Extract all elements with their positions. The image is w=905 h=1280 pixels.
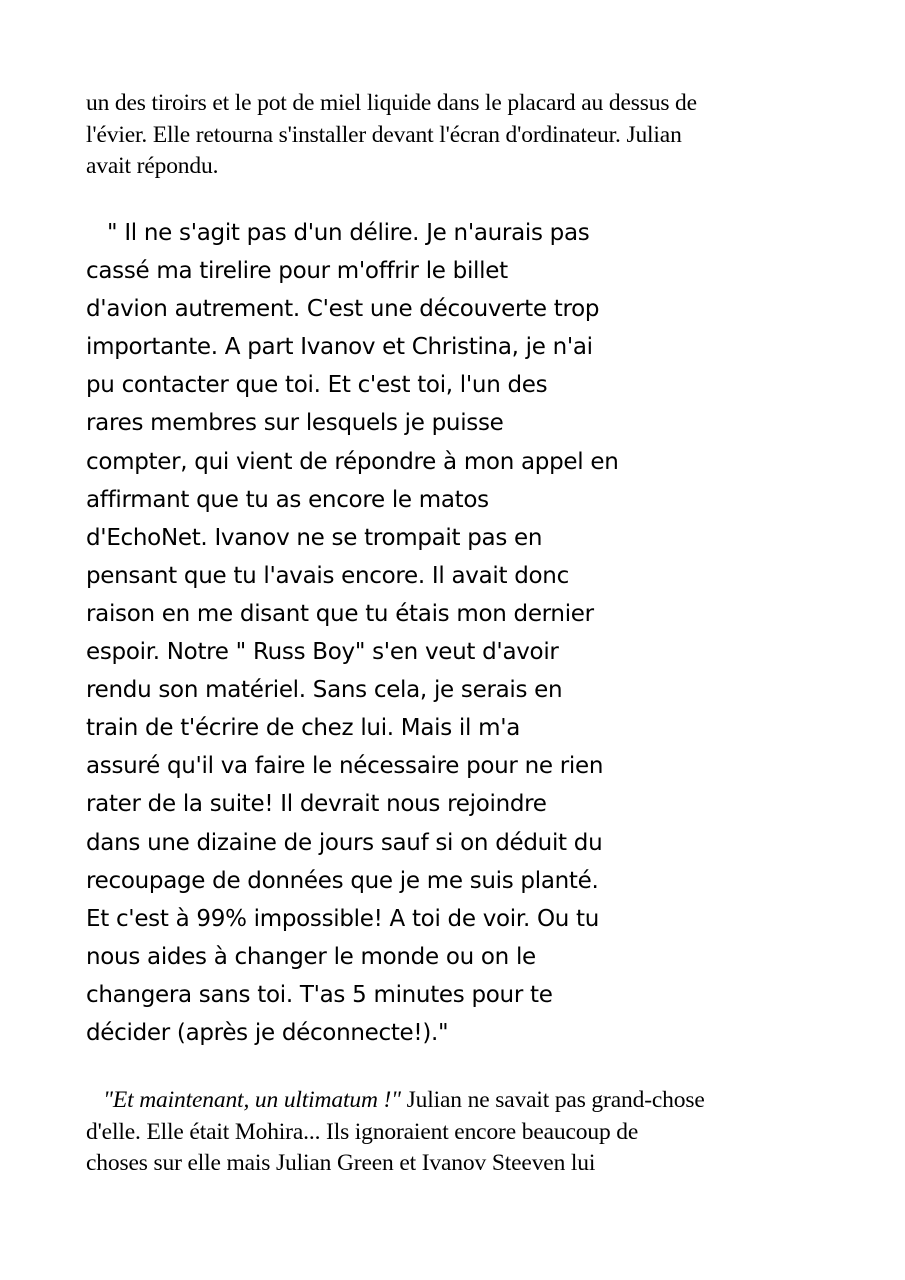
message-line: rater de la suite! Il devrait nous rejoindre [86,791,547,818]
text-line: avait répondu. [86,153,219,179]
message-line: rares membres sur lesquels je puisse [86,410,504,437]
message-line: décider (après je déconnecte!)." [86,1019,449,1046]
message-line: rendu son matériel. Sans cela, je serais en [86,677,563,704]
message-line: train de t'écrire de chez lui. Mais il m'a [86,715,521,742]
intro-paragraph [86,88,697,183]
message-line: pensant que tu l'avais encore. Il avait donc [86,562,569,589]
message-line: compter, qui vient de répondre à mon appel en [86,448,619,475]
message-line: cassé ma tirelire pour m'offrir le billet [86,258,508,285]
italic-quote: "Et maintenant, un ultimatum !" [86,1087,401,1113]
message-line: affirmant que tu as encore le matos [86,486,489,513]
text-span: Julian ne savait pas grand-chose [400,1087,705,1113]
text-line: l'évier. Elle retourna s'installer devant l'écran d'ordinateur. Julian [86,121,682,148]
email-message-quote [86,214,618,1052]
text-line: un des tiroirs et le pot de miel liquide dans le placard au dessus de [86,90,697,116]
message-line: dans une dizaine de jours sauf si on déduit du [86,829,603,856]
message-line: assuré qu'il va faire le nécessaire pour ne rien [86,753,604,780]
message-line: espoir. Notre " Russ Boy" s'en veut d'avoir [86,639,559,666]
text-line [86,1085,705,1117]
message-line: pu contacter que toi. Et c'est toi, l'un des [86,372,548,399]
message-line: raison en me disant que tu étais mon dernier [86,600,594,627]
closing-paragraph [86,1085,705,1180]
text-line: choses sur elle mais Julian Green et Ivanov Steeven lui [86,1150,596,1176]
message-line: importante. A part Ivanov et Christina, je n'ai [86,334,593,361]
text-line: d'elle. Elle était Mohira... Ils ignoraient encore beaucoup de [86,1118,639,1145]
message-line: Et c'est à 99% impossible! A toi de voir. Ou tu [86,905,600,932]
message-line: recoupage de données que je me suis planté. [86,867,599,894]
message-line: d'EchoNet. Ivanov ne se trompait pas en [86,524,543,551]
message-line: changera sans toi. T'as 5 minutes pour te [86,981,553,1008]
message-line: d'avion autrement. C'est une découverte trop [86,296,600,323]
message-line: nous aides à changer le monde ou on le [86,943,536,970]
message-line: " Il ne s'agit pas d'un délire. Je n'aurais pas [86,220,590,246]
